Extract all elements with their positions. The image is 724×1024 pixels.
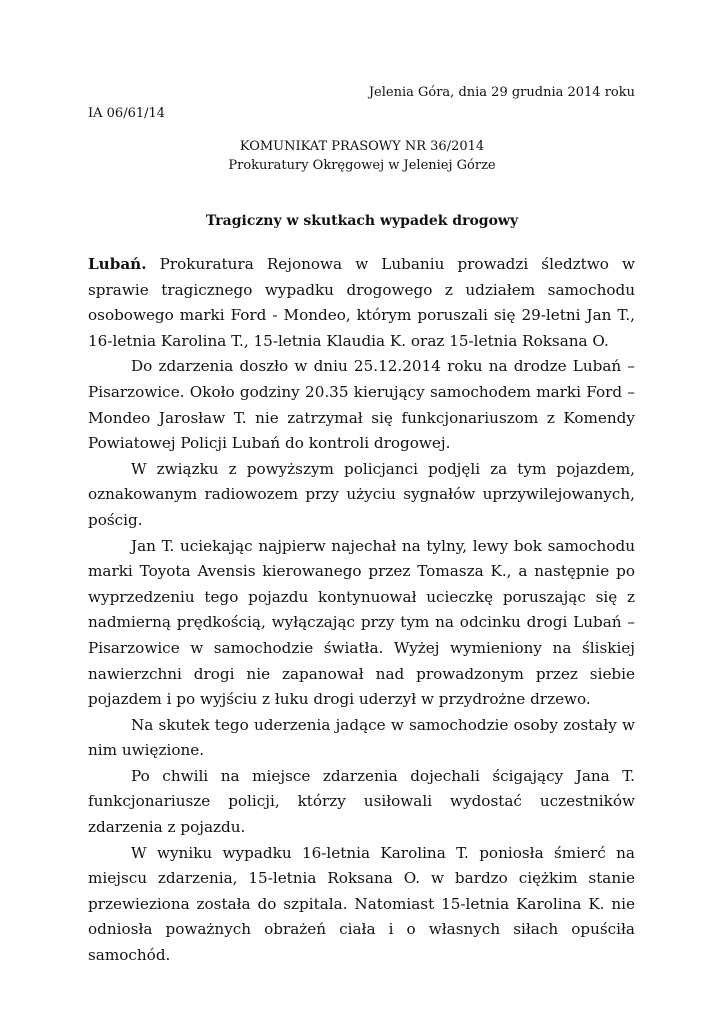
- paragraph-1: [88, 252, 635, 354]
- press-release-heading: [0, 137, 724, 175]
- article-headline: Tragiczny w skutkach wypadek drogowy: [205, 213, 519, 229]
- paragraph-2: Do zdarzenia doszło w dniu 25.12.2014 roku na drodze Lubań – Pisarzowice. Około godziny 20.35 kierujący samochodem marki Ford – Mondeo Jarosław T. nie zatrzymał się funkcjonariuszom z Komendy Powiatowej Policji Lubań do kontroli drogowej.: [88, 357, 635, 453]
- paragraph-3: W związku z powyższym policjanci podjęli za tym pojazdem, oznakowanym radiowozem przy użyciu sygnałów uprzywilejowanych, pościg.: [88, 459, 635, 529]
- paragraph-5: Na skutek tego uderzenia jadące w samochodzie osoby zostały w nim uwięzione.: [88, 715, 635, 760]
- release-issuer: Prokuratury Okręgowej w Jeleniej Górze: [228, 158, 496, 173]
- release-title: KOMUNIKAT PRASOWY NR 36/2014: [239, 139, 485, 154]
- reference-number: IA 06/61/14: [88, 106, 166, 121]
- paragraph-7: W wyniku wypadku 16-letnia Karolina T. poniosła śmierć na miejscu zdarzenia, 15-letnia Roksana O. w bardzo ciężkim stanie przewieziona została do szpitala. Natomiast 15-letnia Karolina K. nie odniosła poważnych obrażeń ciała i o własnych siłach opuściła samochód.: [88, 843, 635, 965]
- paragraph-1-text: Prokuratura Rejonowa w Lubaniu prowadzi śledztwo w sprawie tragicznego wypadku drogowego z udziałem samochodu osobowego marki Ford - Mondeo, którym poruszali się 29-letni Jan T., 16-letnia Karolina T., 15-letnia Klaudia K. oraz 15-letnia Roksana O.: [88, 255, 636, 350]
- article-body: [88, 252, 635, 969]
- paragraph-4: Jan T. uciekając najpierw najechał na tylny, lewy bok samochodu marki Toyota Avensis kierowanego przez Tomasza K., a następnie po wyprzedzeniu tego pojazdu kontynuował ucieczkę poruszając się z nadmierną prędkością, wyłączając przy tym na odcinku drogi Lubań – Pisarzowice w samochodzie światła. Wyżej wymieniony na śliskiej nawierzchni drogi nie zapanował nad prowadzonym przez siebie pojazdem i po wyjściu z łuku drogi uderzył w przydrożne drzewo.: [88, 536, 635, 709]
- date-line: Jelenia Góra, dnia 29 grudnia 2014 roku: [368, 85, 635, 100]
- lead-place: Lubań.: [88, 255, 147, 273]
- paragraph-6: Po chwili na miejsce zdarzenia dojechali ścigający Jana T. funkcjonariusze policji, którzy usiłowali wydostać uczestników zdarzenia z pojazdu.: [88, 766, 635, 837]
